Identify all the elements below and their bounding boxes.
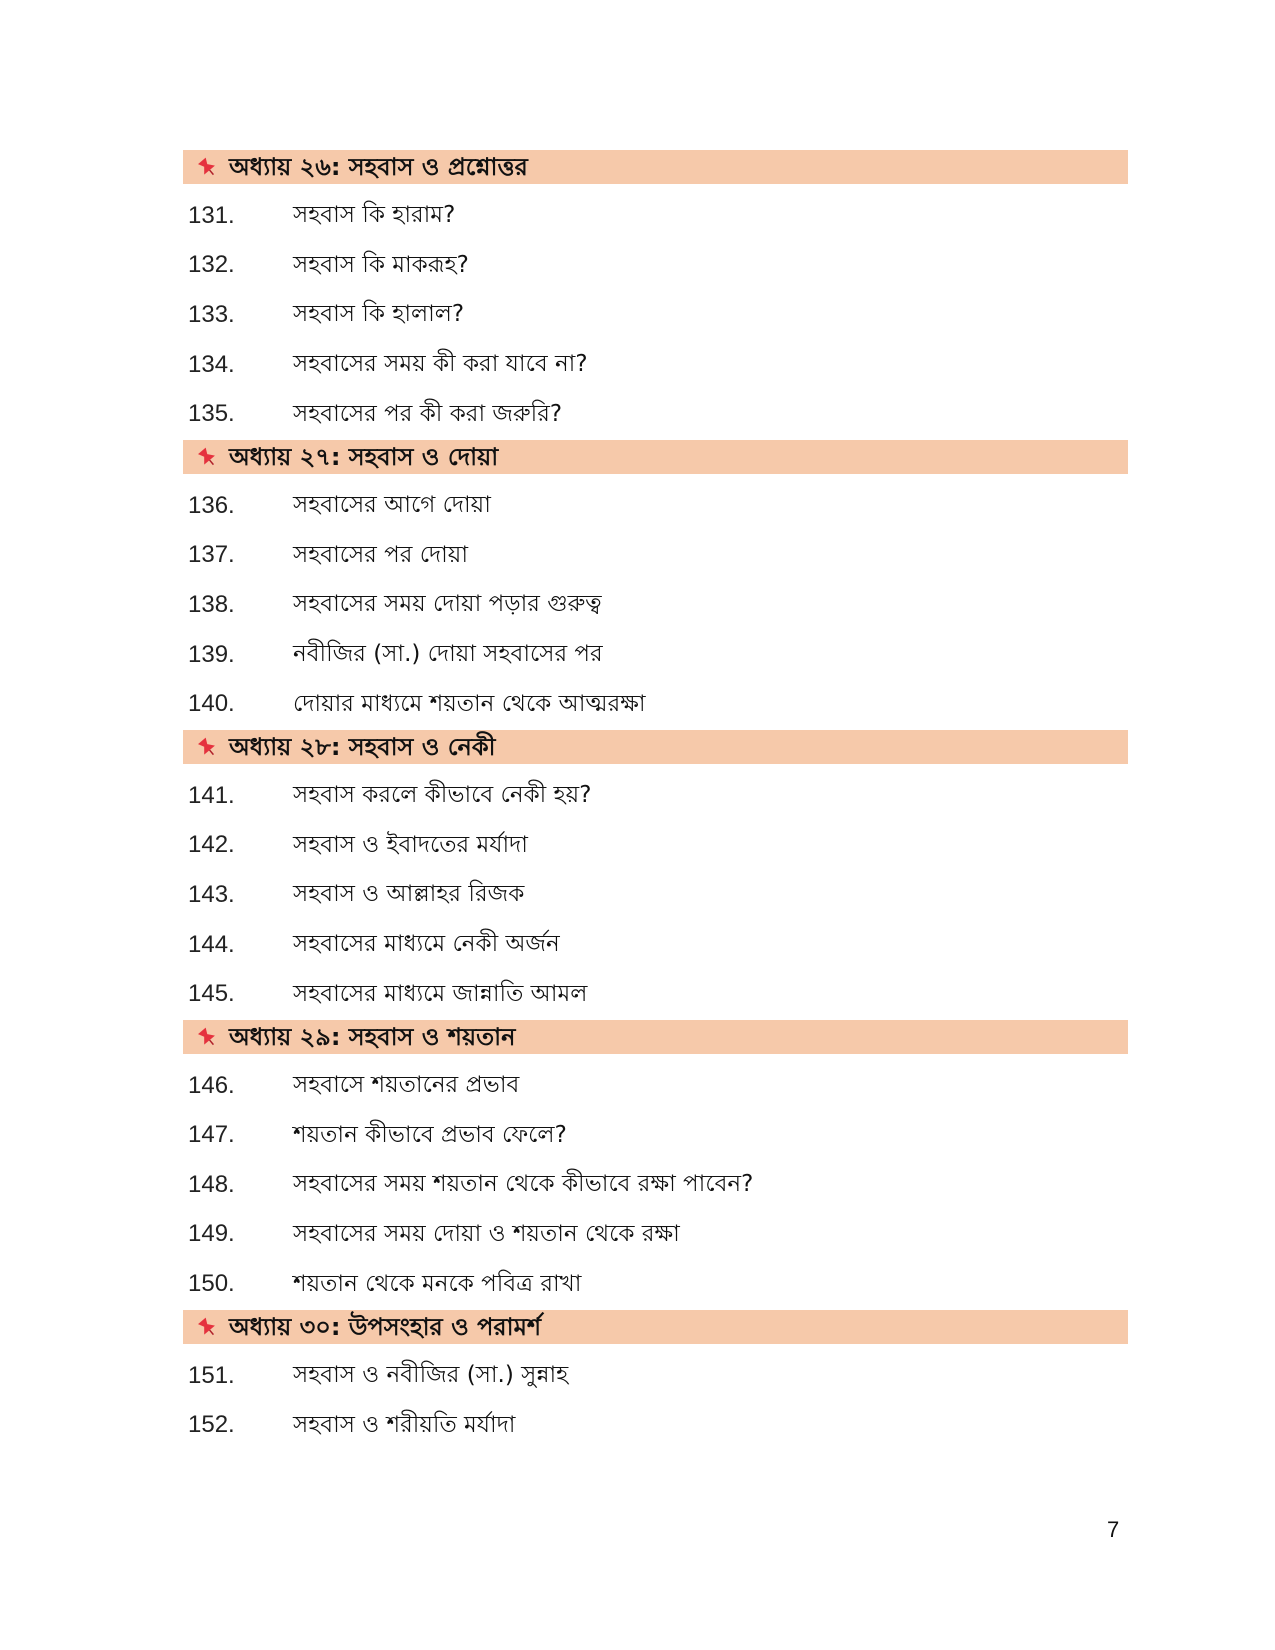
list-item xyxy=(183,771,1128,821)
item-number: 145. xyxy=(188,980,235,1008)
item-text: সহবাসের মাধ্যমে জান্নাতি আমল xyxy=(293,980,588,1007)
list-item xyxy=(183,241,1128,291)
item-text: নবীজির (সা.) দোয়া সহবাসের পর xyxy=(293,641,603,668)
chapter-title: অধ্যায় ২৮: সহবাস ও নেকী xyxy=(229,732,496,761)
list-item xyxy=(183,969,1128,1019)
chapter-28 xyxy=(183,730,1128,1019)
page-number: 7 xyxy=(1107,1517,1120,1542)
item-number: 137. xyxy=(188,541,235,569)
list-item xyxy=(183,630,1128,680)
item-number: 150. xyxy=(188,1270,235,1298)
chapter-header xyxy=(183,1310,1128,1344)
item-text: শয়তান থেকে মনকে পবিত্র রাখা xyxy=(293,1270,582,1297)
item-text: সহবাসের সময় কী করা যাবে না? xyxy=(293,351,588,378)
list-item xyxy=(183,1400,1128,1450)
list-item xyxy=(183,870,1128,920)
chapter-30 xyxy=(183,1310,1128,1450)
item-number: 148. xyxy=(188,1170,235,1198)
item-number: 132. xyxy=(188,251,235,279)
item-text: সহবাসের সময় দোয়া ও শয়তান থেকে রক্ষা xyxy=(293,1220,680,1247)
item-text: সহবাস ও ইবাদতের মর্যাদা xyxy=(293,831,528,858)
list-item xyxy=(183,340,1128,390)
list-item xyxy=(183,1210,1128,1260)
item-number: 142. xyxy=(188,831,235,859)
item-text: সহবাস কি হারাম? xyxy=(293,202,456,229)
list-item xyxy=(183,580,1128,630)
item-text: সহবাস ও শরীয়তি মর্যাদা xyxy=(293,1411,516,1438)
item-number: 140. xyxy=(188,690,235,718)
item-text: সহবাসের সময় শয়তান থেকে কীভাবে রক্ষা পাবেন? xyxy=(293,1171,754,1198)
item-number: 138. xyxy=(188,590,235,618)
item-number: 131. xyxy=(188,201,235,229)
chapter-title: অধ্যায় ২৭: সহবাস ও দোয়া xyxy=(229,442,499,471)
pushpin-icon xyxy=(195,1026,219,1048)
item-number: 136. xyxy=(188,491,235,519)
list-item xyxy=(183,290,1128,340)
list-item xyxy=(183,531,1128,581)
chapter-26 xyxy=(183,150,1128,439)
list-item xyxy=(183,1259,1128,1309)
chapter-title: অধ্যায় ২৯: সহবাস ও শয়তান xyxy=(229,1022,516,1051)
list-item xyxy=(183,1351,1128,1401)
table-of-contents xyxy=(183,150,1128,1450)
item-text: সহবাসের পর কী করা জরুরি? xyxy=(293,400,563,427)
item-text: সহবাস করলে কীভাবে নেকী হয়? xyxy=(293,782,592,809)
chapter-header xyxy=(183,150,1128,184)
item-number: 151. xyxy=(188,1361,235,1389)
item-text: সহবাস ও আল্লাহর রিজক xyxy=(293,881,525,908)
chapter-title: অধ্যায় ২৬: সহবাস ও প্রশ্নোত্তর xyxy=(229,153,528,181)
item-number: 141. xyxy=(188,781,235,809)
item-text: দোয়ার মাধ্যমে শয়তান থেকে আত্মরক্ষা xyxy=(293,690,646,717)
list-item xyxy=(183,1160,1128,1210)
item-number: 146. xyxy=(188,1071,235,1099)
pushpin-icon xyxy=(195,1316,219,1338)
item-text: সহবাসে শয়তানের প্রভাব xyxy=(293,1072,520,1099)
list-item xyxy=(183,821,1128,871)
item-text: সহবাস কি মাকরূহ? xyxy=(293,251,469,278)
list-item xyxy=(183,481,1128,531)
chapter-title: অধ্যায় ৩০: উপসংহার ও পরামর্শ xyxy=(229,1312,542,1341)
item-number: 144. xyxy=(188,930,235,958)
list-item xyxy=(183,679,1128,729)
item-text: শয়তান কীভাবে প্রভাব ফেলে? xyxy=(293,1121,567,1148)
chapter-header xyxy=(183,730,1128,764)
chapter-header xyxy=(183,1020,1128,1054)
item-number: 143. xyxy=(188,880,235,908)
item-text: সহবাস কি হালাল? xyxy=(293,301,465,328)
item-text: সহবাসের আগে দোয়া xyxy=(293,492,491,519)
item-text: সহবাসের সময় দোয়া পড়ার গুরুত্ব xyxy=(293,591,602,618)
item-number: 149. xyxy=(188,1220,235,1248)
item-text: সহবাস ও নবীজির (সা.) সুন্নাহ xyxy=(293,1362,569,1389)
chapter-29 xyxy=(183,1020,1128,1309)
list-item xyxy=(183,1111,1128,1161)
item-number: 152. xyxy=(188,1411,235,1439)
list-item xyxy=(183,920,1128,970)
pushpin-icon xyxy=(195,156,219,178)
list-item xyxy=(183,389,1128,439)
item-text: সহবাসের পর দোয়া xyxy=(293,541,469,568)
item-number: 135. xyxy=(188,400,235,428)
chapter-header xyxy=(183,440,1128,474)
item-number: 147. xyxy=(188,1121,235,1149)
item-number: 133. xyxy=(188,300,235,328)
pushpin-icon xyxy=(195,736,219,758)
item-text: সহবাসের মাধ্যমে নেকী অর্জন xyxy=(293,931,560,958)
list-item xyxy=(183,191,1128,241)
chapter-27 xyxy=(183,440,1128,729)
pushpin-icon xyxy=(195,446,219,468)
item-number: 139. xyxy=(188,640,235,668)
list-item xyxy=(183,1061,1128,1111)
item-number: 134. xyxy=(188,350,235,378)
